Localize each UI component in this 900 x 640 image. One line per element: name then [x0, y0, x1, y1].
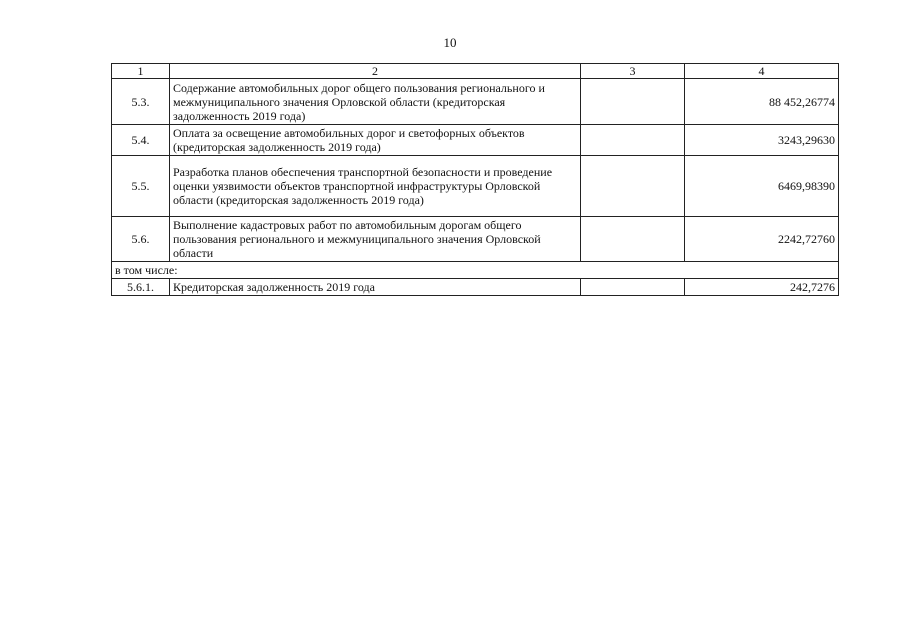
row-amount: 2242,72760	[685, 217, 839, 262]
row-number: 5.4.	[112, 125, 170, 156]
budget-table	[111, 63, 839, 296]
row-col3	[581, 217, 685, 262]
header-cell-1: 1	[112, 64, 170, 79]
table-row	[112, 279, 839, 296]
row-amount: 3243,29630	[685, 125, 839, 156]
row-description: Содержание автомобильных дорог общего пользования регионального и межмуниципального значения Орловской области (кредиторская задолженность 2019 года)	[170, 79, 581, 125]
row-description: Кредиторская задолженность 2019 года	[170, 279, 581, 296]
row-col3	[581, 156, 685, 217]
row-amount: 6469,98390	[685, 156, 839, 217]
row-amount: 88 452,26774	[685, 79, 839, 125]
row-description: Разработка планов обеспечения транспортной безопасности и проведение оценки уязвимости объектов транспортной инфраструктуры Орловской области (кредиторская задолженность 2019 года)	[170, 156, 581, 217]
row-col3	[581, 125, 685, 156]
section-label-row	[112, 262, 839, 279]
table-row	[112, 156, 839, 217]
header-cell-4: 4	[685, 64, 839, 79]
row-description: Оплата за освещение автомобильных дорог и светофорных объектов (кредиторская задолженность 2019 года)	[170, 125, 581, 156]
row-number: 5.6.1.	[112, 279, 170, 296]
table-row	[112, 125, 839, 156]
section-label: в том числе:	[112, 262, 839, 279]
row-description: Выполнение кадастровых работ по автомобильным дорогам общего пользования регионального и межмуниципального значения Орловской области	[170, 217, 581, 262]
row-amount: 242,7276	[685, 279, 839, 296]
row-number: 5.6.	[112, 217, 170, 262]
table-row	[112, 79, 839, 125]
row-col3	[581, 79, 685, 125]
row-number: 5.3.	[112, 79, 170, 125]
table-row	[112, 217, 839, 262]
row-col3	[581, 279, 685, 296]
table-header-row	[112, 64, 839, 79]
page-number: 10	[443, 35, 457, 50]
header-cell-2: 2	[170, 64, 581, 79]
header-cell-3: 3	[581, 64, 685, 79]
row-number: 5.5.	[112, 156, 170, 217]
